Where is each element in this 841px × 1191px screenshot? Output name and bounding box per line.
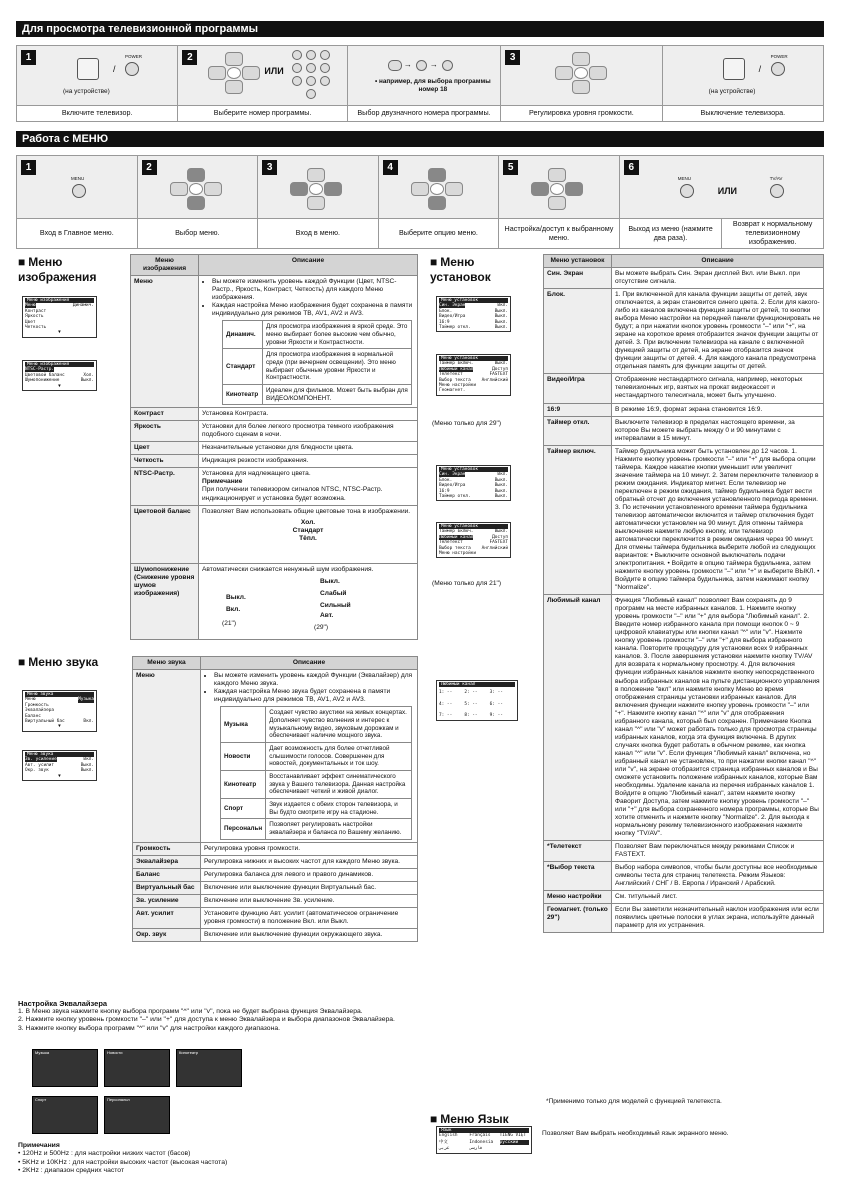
step-caption: Выберите номер программы. [178, 105, 346, 121]
only-21-note: (Меню только для 21") [432, 580, 502, 587]
two-digit-sequence-icon: → → [388, 58, 468, 72]
step-caption: Выберите опцию меню. [379, 218, 499, 248]
tv-section-title: Для просмотра телевизионной программы [16, 21, 824, 37]
step-number: 4 [383, 160, 398, 175]
dpad-icon[interactable] [208, 52, 260, 94]
tv-step-2 [178, 46, 347, 121]
setup-osd-2: Меню установок Таймер включ. Выкл. Любимый канал Доступ Телетекст FASTEXT Выбор текста Английский Меню настройки Геомагнет. [436, 354, 511, 396]
tv-steps-row [16, 45, 824, 122]
step-caption: Вход в Главное меню. [17, 218, 137, 248]
step-number: 2 [142, 160, 157, 175]
eq-setup-title: Настройка Эквалайзера [18, 999, 108, 1008]
dpad-icon[interactable] [411, 168, 463, 210]
setup-menu-title: ■ Меню установок [430, 255, 530, 284]
tv-step-2b [348, 46, 501, 121]
picture-menu-table: Меню изображения Описание Меню • Вы можете изменить уровень каждой Функции (Цвет, NTSC-Растр., Яркость, Контраст, Четкость) для каждого Меню изображения. • Каждая настройка Меню изображения будет сохранена в памяти индивидуально для режимов ТВ, AV1, AV2 и AV3. Динамич. Для просмотра изображения в яркой среде. Это меню выбирает более высокие чем обычно, уровни Яркости и Контрастности. Стандарт Для просмотра изображения в нормальной среде (при вечернем освещении). Это меню выбирает обычные уровни Яркости и Контрастности. Кинотеатр Идеален для фильмов. Может быть выбран для ВИДЕО/КОМПОНЕНТ. Контраст Установка Контраста. Яркость Установки для более легкого просмотра темного изображения подобного сценам в ночи. Цвет Незначительные установки для бледности цвета. Четкость Индикация резкости изображения. NTSC-Растр. Установка для надлежащего цвета. Примечание При получении телевизором сигналов NTSC, NTSC-Растр. индикационирует и установка будет возможна. Цветовой баланс Позволяет Вам использовать общие цветовые тона в изображении. Хол. Стандарт Тёпл. Шумопонижение (Снижение уровня шумов изображения) Автоматически снижается ненужный шум изображения. Выкл. Вкл. (21") Выкл. Слабый Сильный Авт. (29") [130, 254, 418, 640]
sound-menu-title: ■ Меню звука [18, 655, 98, 670]
eq-box-cinema: Кинотеатр [176, 1049, 242, 1087]
menu-steps-row [16, 155, 824, 249]
power-label: POWER [125, 54, 143, 59]
lang-osd: Язык English Français TIẾNG VIỆT 中文 Indonesia русский عربي فارسی [436, 1126, 532, 1154]
step-caption: Настройка/доступ к выбранному меню. [499, 218, 619, 248]
menu-label: MENU [677, 176, 691, 181]
setup-menu-table: Меню установок Описание Син. Экран Вы можете выбрать Син. Экран дисплей Вкл. или Выкл. при отсутствие сигнала. Блок. 1. При включенной для канала функции защиты от детей, звук отключается, а экран становится синего цвета. 2. Если для какого-либо из каналов включена функция защиты от детей, то кнопки выбора Меню настройки на передней панели функционировать не будут; а при нажатии кнопок уровень громкости "–" или "+", на экране на короткое время отобразится значок функции защиты от детей. 3. При включении телевизора на канале с включенной функцией защиты от детей, на экране отобразится значок функции защиты от детей. 4. Для каждого канала предусмотрена отдельная память для функции защиты от детей. Видео/Игра Отображение нестандартного сигнала, например, некоторых телевизионных игр, взятых на прокат видеокассет и нестандартного телесигнала, может быть улучшено. 16:9 В режиме 16:9, формат экрана становится 16:9. Таймер откл. Выключите телевизор в пределах настоящего времени, за которое Вы можете выбрать между 0 и 90 минутами с интервалами в 15 минут. Таймер включ. Таймер будильника может быть установлен до 12 часов. 1. Нажмите кнопку уровень громкости "–" или "+" для выбора опции таймера. Каждое нажатие кнопки уменьшит или увеличит значение таймера на 10 минут. 2. Затем переключите телевизор в режим ожидания. Индикатор мигнет. Если телевизор не переключен в режим ожидания, таймер будильника будет вести обратный отсчет до включения установленного периода времени. 3. По истечении установленного времени таймера будильника телевизор автоматически включится и таймер отключения будет автоматически установлен на 90 минут. Для отмены таймера выключения нажмите любую кнопку, или телевизор автоматически переключится в режим ожидания через 90 минут. Для отмены таймера будильника выберите любой из следующих вариантов: • Выключите основной выключатель подачи электропитания. • Войдите в опцию таймера будильника, затем нажмите кнопку уровень громкости "–" или "+" и выберите ВЫКЛ. • Войдите в опцию таймера будильника, затем нажимают кнопку "Normalize". Любимый канал Функция "Любимый канал" позволяет Вам сохранять до 9 программ на месте избранных каналов. 1. Нажмите кнопку уровень громкости "–" или "+" для выбора "Любимый канал". 2. Введите номер избранного канала при помощи кнопок 0 ~ 9 цифровой клавиатуры или кнопки канал "^" или "v". Нажмите кнопку уровень громкости "–" или "+" для выбора избранного канала. Повторите процедуру для установки всех 9 избранных каналов. 3. После завершения установки нажмите кнопку TV/AV для возврата к нормальному просмотру. 4. Для включения функции избранных каналов нажмите кнопку непосредственного выбора избранных каналов на пульте дистанционного управления в положение "вкл" или нажмите кнопку Меню во время отображения страницы установки избранных каналов. Для включения функции нажмите кнопку уровень громкости "–" или "+". Нажмите кнопку канал "^" или "v" для отображения избранного канала, который был сохранен. Примечание Кнопка канал "^" или "v" может работать только для просмотра страницы избранных каналов, когда эта функция включена. В других случаях кнопка будет работать в обычном режиме, как кнопка канал "^" или "v". Если функция "Любимый канал" включена, но избранный канал не установлен, то при нажатии кнопки канал "^" или "v", на экране отобразится страница избранных каналов и Вы сможете установить положение избранных каналов, которые Вам необходимы. Удаление канала из перечня избранных каналов 1. Войдите в опцию "Любимый канал", затем нажмите кнопку Фаворит Доступа, затем нажмите кнопку уровень громкости "–" или "+" для выбора сохраненного номера программы, которые Вы хотите отменить и нажмите кнопку "Normalize". 2. Для выхода к нормальному режиму телевизионного изображения нажмите кнопку "TV/AV". *Телетекст Позволяет Вам переключаться между режимами Список и FASTEXT. *Выбор текста Выбор набора символов, чтобы были доступны все необходимые символы теста для страниц телетекста. Режим Языков: Английский / СНГ / В. Европа / Иранский / Арабский. Меню настройки См. титульный лист. Геомагнет. (только 29") Если Вы заметили незначительный наклон изображения или если появились цветные полоски в углах экрана, используйте данный параметр для их устранения. [543, 254, 824, 933]
lang-menu-desc: Позволяет Вам выбрать необходимый язык экранного меню. [542, 1130, 729, 1137]
example-note: • например, для выбора программы номер 18 [375, 78, 491, 93]
dpad-icon[interactable] [170, 168, 222, 210]
setup-osd-3: Меню установок Син. Экран Вкл. Блок. Выкл. Видео/Игра Выкл. 16:9 Выкл. Таймер откл. Выкл. [436, 465, 511, 501]
menu-step-2 [138, 156, 259, 248]
step-number: 1 [21, 50, 36, 65]
eq-box-personal: Персональн [104, 1096, 170, 1134]
step-number: 5 [503, 160, 518, 175]
dpad-icon[interactable] [531, 168, 583, 210]
sound-menu-table: Меню звука Описание Меню • Вы можете изменить уровень каждой Функции (Эквалайзер) для каждого Меню звука. • Каждая настройка Меню звука будет сохранена в памяти индивидуально для режимов ТВ, AV1, AV2 и AV3. Музыка Создает чувство акустики на живых концертах. Дополняет чувство волнения и интерес к музыкальному видео, звуковым дорожкам и обеспечивает наличие мощного звука. Новости Дает возможность для более отчетливой слышимости голосов. Совершенен для новостей, документальных и ток шоу. Кинотеатр Восстанавливает эффект синематического звука у Вашего телевизора. Данная настройка обеспечивает четкий и живой диалог. Спорт Звук издается с обеих сторон телевизора, и Вы будто смотрите игру на стадионе. Персональн Позволяет регулировать настройки эквалайзера и баланса по Вашему желанию. Громкость Регулировка уровня громкости. Эквалайзера Регулировка нижних и высоких частот для каждого Меню звука. Баланс Регулировка баланса для левого и правого динамиков. Виртуальный бас Включение или выключение функции Виртуальный бас. Зв. усиление Включение или выключение Зв. усиление. Авт. усилит Установите функцию Авт. усилит (автоматическое ограничение уровня громкости) в положение Вкл. или Выкл. Окр. звук Включение или выключение функции окружающего звука. [132, 656, 418, 942]
setup-osd-1: Меню установок Син. Экран Вкл. Блок. Выкл. Видео/Игра Выкл. 16:9 Выкл. Таймер откл. Выкл. [436, 296, 511, 332]
eq-box-news: Новости [104, 1049, 170, 1087]
step-caption: Выход из меню (нажмите два раза). [620, 218, 722, 248]
menu-section-title: Работа с МЕНЮ [16, 131, 824, 147]
step-caption: Вход в меню. [258, 218, 378, 248]
power-button[interactable] [723, 58, 745, 80]
step-number: 3 [505, 50, 520, 65]
picture-menu-title: ■ Меню изображения [18, 255, 118, 284]
eq-box-music: Музыка [32, 1049, 98, 1087]
menu-step-4 [379, 156, 500, 248]
fav-channel-osd: Любимый канал 1: -- 2: -- 3: -- 4: -- 5: -- 6: -- 7: -- 8: -- 9: -- [436, 680, 518, 721]
eq-steps: 1. В Меню звука нажмите кнопку выбора программ "^" или "v", пока не будет выбрана функция Эквалайзера. 2. Нажмите кнопку уровень громкости "–" или "+" для доступа к меню Эквалайзера и выбора диапазонов Эквалайзера. 3. Нажмите кнопку выбора программ "^" или "v" для настройки каждого диапазона. [18, 1008, 395, 1032]
sound-osd-1: Меню звука Меню Музыка Громкость Эквалайзера Баланс Виртуальный бас Вкл. ▼ [22, 690, 97, 732]
menu-step-6 [620, 156, 823, 248]
picture-osd-1: Меню изображения Меню Динамич. Контраст Яркость Цвет Четкость ▼ [22, 296, 97, 338]
on-device-label: (на устройстве) [63, 88, 110, 95]
tvav-label: TV/AV [769, 176, 783, 181]
menu-label: MENU [71, 176, 85, 181]
menu-step-3 [258, 156, 379, 248]
step-caption: Выбор меню. [138, 218, 258, 248]
tv-step-4: / POWER (на устройстве) Выключение телевизора. [663, 46, 823, 121]
teletext-footnote: *Применимо только для моделей с функцией телетекста. [546, 1098, 722, 1105]
eq-notes: Примечания • 120Hz и 500Hz : для настройки низких частот (басов) • 5KHz и 10KHz : для настройки высоких частот (высокая частота) • 2KHz : диапазон средних частот [18, 1142, 228, 1174]
menu-button[interactable] [680, 184, 694, 198]
only-29-note: (Меню только для 29") [432, 420, 502, 427]
tv-step-3 [501, 46, 662, 121]
remote-power-button[interactable] [771, 62, 785, 76]
sound-osd-2: Меню звука Зв. усиление Вкл. Авт. усилит Выкл. Окр. звук Выкл. ▼ [22, 750, 97, 781]
lang-menu-title: ■ Меню Язык [430, 1112, 509, 1127]
step-number: 3 [262, 160, 277, 175]
picture-osd-2: Меню изображения NTSC-Растр. Цветовой баланс Хол. Шумопонижение Выкл. ▼ [22, 360, 97, 391]
or-label: ИЛИ [264, 66, 284, 76]
tv-step-1: 1 / POWER (на устройстве) Включите телевизор. [17, 46, 178, 121]
step-number: 6 [624, 160, 639, 175]
menu-button[interactable] [72, 184, 86, 198]
power-label: POWER [770, 54, 788, 59]
setup-osd-4: Меню установок Таймер включ. Выкл. Любимый канал Доступ Телетекст FASTEXT Выбор текста Английский Меню настройки [436, 522, 511, 558]
eq-box-sport: Спорт [32, 1096, 98, 1134]
step-caption: Выключение телевизора. [663, 105, 823, 121]
or-label: ИЛИ [717, 186, 737, 196]
dpad-icon[interactable] [555, 52, 607, 94]
power-button[interactable] [77, 58, 99, 80]
menu-step-1 [17, 156, 138, 248]
menu-step-5 [499, 156, 620, 248]
step-number: 1 [21, 160, 36, 175]
step-caption: Возврат к нормальному телевизионному изображению. [721, 218, 823, 248]
remote-power-button[interactable] [125, 62, 139, 76]
step-caption: Выбор двузначного номера программы. [348, 105, 500, 121]
tvav-button[interactable] [770, 184, 784, 198]
step-caption: Включите телевизор. [17, 105, 177, 121]
dpad-icon[interactable] [290, 168, 342, 210]
on-device-label: (на устройстве) [708, 88, 756, 95]
step-caption: Регулировка уровня громкости. [501, 105, 661, 121]
step-number: 2 [182, 50, 197, 65]
